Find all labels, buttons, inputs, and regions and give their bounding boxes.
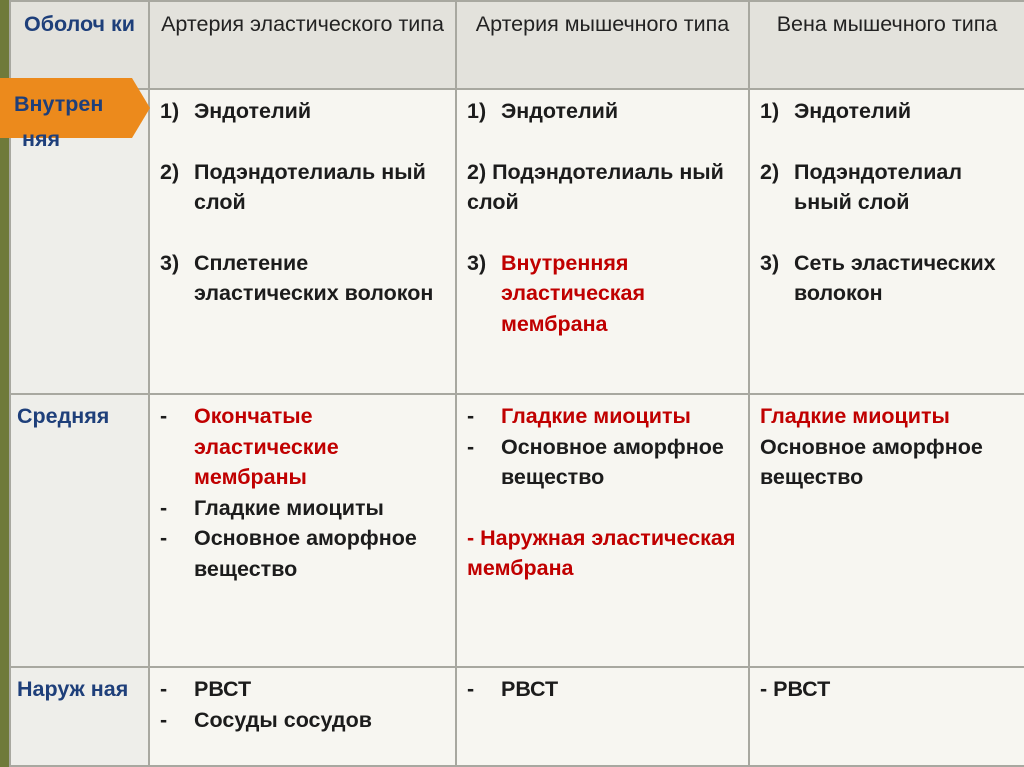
header-muscular-vein: Вена мышечного типа (749, 1, 1024, 89)
inner-muscular-vein-cell: 1) Эндотелий 2) Подэндотелиал ьный слой 3) Сеть эластических волокон (749, 89, 1024, 394)
middle-elastic-artery-cell: - Окончатые эластические мембраны - Гладкие миоциты - Основное аморфное вещество (149, 394, 456, 667)
header-layers: Оболоч ки (10, 1, 149, 89)
header-muscular-artery: Артерия мышечного типа (456, 1, 749, 89)
outer-muscular-artery-cell: - РВСТ (456, 667, 749, 766)
row-label-inner-part2: няя (22, 127, 61, 151)
table-header-row (10, 1, 1024, 89)
row-label-outer: Наруж ная (10, 667, 149, 766)
inner-elastic-artery-cell: 1) Эндотелий 2) Подэндотелиаль ный слой 3) Сплетение эластических волокон (149, 89, 456, 394)
table-row (10, 667, 1024, 766)
vessel-layers-table (9, 0, 1024, 767)
table-row (10, 89, 1024, 394)
header-elastic-artery: Артерия эластического типа (149, 1, 456, 89)
row-label-middle: Средняя (10, 394, 149, 667)
inner-muscular-artery-cell: 1) Эндотелий 2) Подэндотелиаль ный слой 3) Внутренняя эластическая мембрана (456, 89, 749, 394)
table-row (10, 394, 1024, 667)
outer-muscular-vein-cell: - РВСТ (749, 667, 1024, 766)
row-label-inner-part1: Внутрен (14, 92, 104, 116)
middle-muscular-vein-cell: Гладкие миоциты Основное аморфное вещество (749, 394, 1024, 667)
middle-muscular-artery-cell: - Гладкие миоциты - Основное аморфное вещество - Наружная эластическая мембрана (456, 394, 749, 667)
outer-elastic-artery-cell: - РВСТ - Сосуды сосудов (149, 667, 456, 766)
